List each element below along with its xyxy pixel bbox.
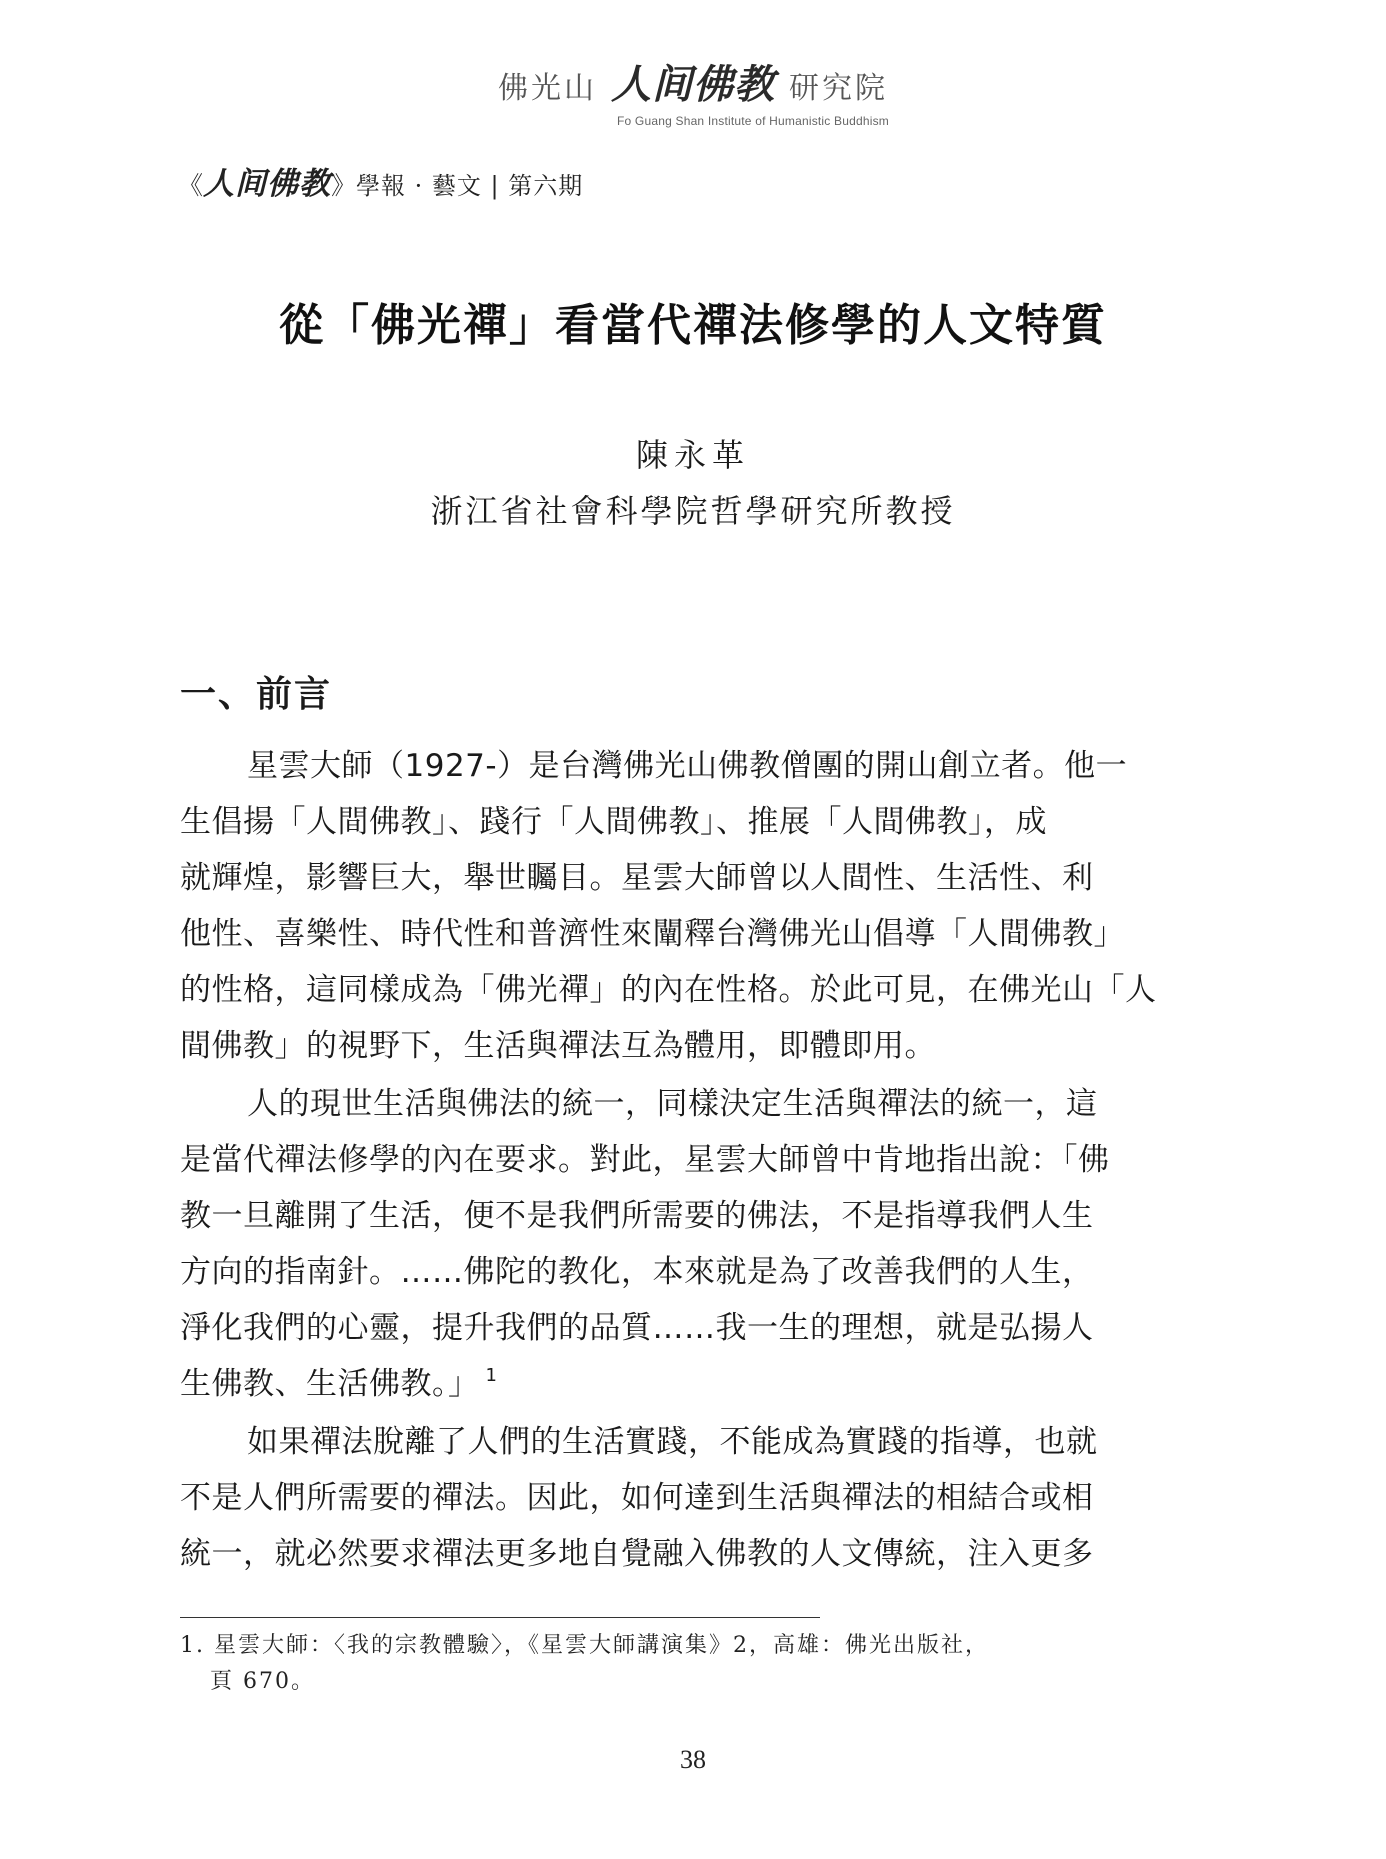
paragraph-line-with-footnote bbox=[180, 1356, 1180, 1412]
institute-brand-calligraphy: 人间佛教 bbox=[611, 61, 775, 108]
paragraph-line: 的性格，這同樣成為「佛光禪」的內在性格。於此可見，在佛光山「人 bbox=[180, 972, 1157, 1008]
institute-name-prefix: 佛光山 bbox=[498, 71, 597, 106]
journal-close-bracket: 》 bbox=[331, 171, 357, 200]
paragraph-1 bbox=[180, 738, 1180, 1074]
paragraph-line: 他性、喜樂性、時代性和普濟性來闡釋台灣佛光山倡導「人間佛教」 bbox=[180, 916, 1125, 952]
footnote bbox=[180, 1628, 1180, 1700]
footnote-line: 頁 670。 bbox=[210, 1669, 315, 1694]
paragraph-3 bbox=[180, 1414, 1180, 1582]
journal-brand-calligraphy: 人间佛教 bbox=[203, 166, 332, 202]
footnote-divider bbox=[180, 1617, 820, 1618]
article-body bbox=[180, 738, 1180, 1584]
paragraph-line: 統一，就必然要求禪法更多地自覺融入佛教的人文傳統，注入更多 bbox=[180, 1536, 1094, 1572]
author-affiliation: 浙江省社會科學院哲學研究所教授 bbox=[430, 492, 956, 530]
paragraph-line: 教一旦離開了生活，便不是我們所需要的佛法，不是指導我們人生 bbox=[180, 1198, 1094, 1234]
paragraph-line: 方向的指南針。……佛陀的教化，本來就是為了改善我們的人生， bbox=[180, 1254, 1094, 1290]
footnote-line: 1. 星雲大師：〈我的宗教體驗〉，《星雲大師講演集》2，高雄：佛光出版社， bbox=[180, 1633, 989, 1658]
page-number: 38 bbox=[680, 1745, 706, 1774]
paragraph-line: 不是人們所需要的禪法。因此，如何達到生活與禪法的相結合或相 bbox=[180, 1480, 1094, 1516]
paragraph-line: 生倡揚「人間佛教」、踐行「人間佛教」、推展「人間佛教」，成 bbox=[180, 804, 1047, 840]
paragraph-line: 人的現世生活與佛法的統一，同樣決定生活與禪法的統一，這 bbox=[247, 1086, 1098, 1122]
paragraph-line: 就輝煌，影響巨大，舉世矚目。星雲大師曾以人間性、生活性、利 bbox=[180, 860, 1094, 896]
footnote-reference[interactable]: 1 bbox=[485, 1365, 498, 1386]
paragraph-line: 間佛教」的視野下，生活與禪法互為體用，即體即用。 bbox=[180, 1028, 936, 1064]
journal-issue-info: 學報 · 藝文 | 第六期 bbox=[356, 172, 584, 200]
article-title: 從「佛光禪」看當代禪法修學的人文特質 bbox=[279, 300, 1107, 351]
paragraph-2 bbox=[180, 1076, 1180, 1412]
section-heading: 一、前言 bbox=[180, 673, 333, 715]
journal-open-bracket: 《 bbox=[178, 171, 204, 200]
paragraph-line: 淨化我們的心靈，提升我們的品質……我一生的理想，就是弘揚人 bbox=[180, 1310, 1094, 1346]
journal-running-head bbox=[178, 164, 583, 206]
institute-name-suffix: 研究院 bbox=[789, 71, 888, 106]
paragraph-line: 星雲大師（1927-）是台灣佛光山佛教僧團的開山創立者。他一 bbox=[247, 748, 1128, 784]
institute-logo bbox=[0, 60, 1386, 128]
article-author: 陳永革 bbox=[635, 436, 750, 474]
paragraph-line-text: 生佛教、生活佛教。」 bbox=[180, 1366, 480, 1402]
paragraph-line: 如果禪法脫離了人們的生活實踐，不能成為實踐的指導，也就 bbox=[247, 1424, 1098, 1460]
institute-english-name: Fo Guang Shan Institute of Humanistic Buddhism bbox=[616, 114, 889, 128]
paragraph-line: 是當代禪法修學的內在要求。對此，星雲大師曾中肯地指出說：「佛 bbox=[180, 1142, 1110, 1178]
